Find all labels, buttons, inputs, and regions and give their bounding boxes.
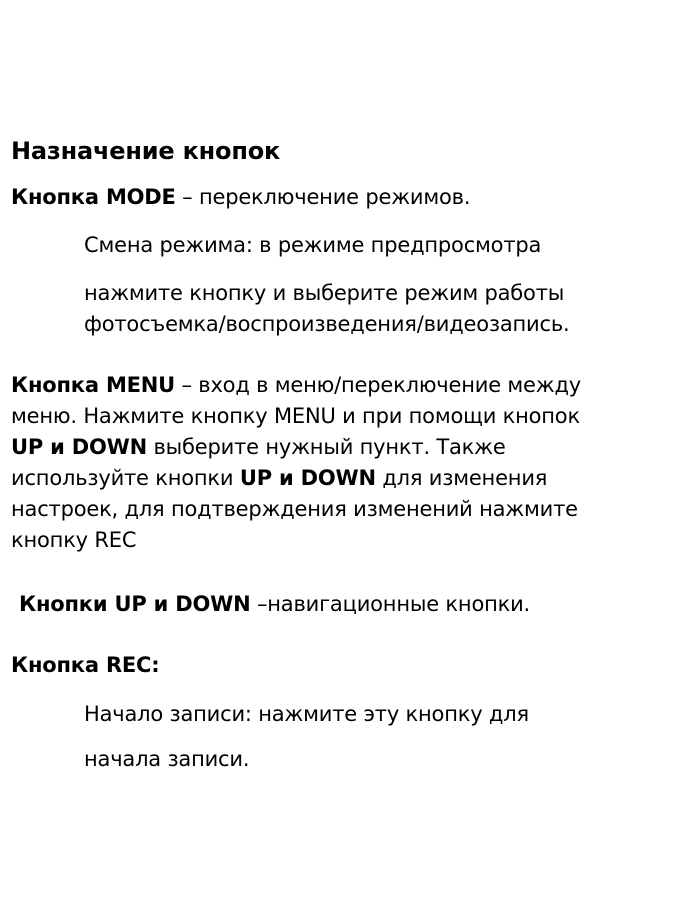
menu-line-4-bold: UP и DOWN — [239, 466, 376, 490]
mode-text-line-2: нажмите кнопку и выберите режим работы — [84, 281, 565, 305]
rec-label: Кнопка REC: — [11, 653, 160, 677]
mode-text-line-3: фотосъемка/воспроизведения/видеозапись. — [84, 312, 570, 336]
menu-line-3-bold: UP и DOWN — [11, 435, 148, 459]
menu-line-4 — [11, 464, 547, 492]
updown-label: Кнопки UP и DOWN — [19, 592, 251, 616]
page-title: Назначение кнопок — [11, 137, 281, 165]
mode-text-line-1: Смена режима: в режиме предпросмотра — [84, 233, 542, 257]
menu-line-3-rest: выберите нужный пункт. Также — [147, 435, 506, 459]
mode-dash: – — [175, 185, 199, 209]
menu-line-4-pre: используйте кнопки — [11, 466, 240, 490]
menu-line-6: кнопку REC — [11, 528, 137, 552]
mode-heading-line — [11, 183, 470, 211]
rec-text-line-2: начала записи. — [84, 747, 250, 771]
menu-label: Кнопка MENU — [11, 373, 176, 397]
menu-line-5: настроек, для подтверждения изменений нажмите — [11, 497, 578, 521]
updown-rest: –навигационные кнопки. — [250, 592, 531, 616]
mode-desc: переключение режимов. — [198, 185, 471, 209]
mode-label: Кнопка MODE — [11, 185, 176, 209]
rec-text-line-1: Начало записи: нажмите эту кнопку для — [84, 702, 529, 726]
menu-line-2: меню. Нажмите кнопку MENU и при помощи кнопок — [11, 404, 580, 428]
updown-line — [19, 590, 530, 618]
menu-line-1-rest: – вход в меню/переключение между — [175, 373, 582, 397]
menu-line-4-rest: для изменения — [375, 466, 548, 490]
menu-line-1 — [11, 371, 581, 399]
menu-line-3 — [11, 433, 506, 461]
